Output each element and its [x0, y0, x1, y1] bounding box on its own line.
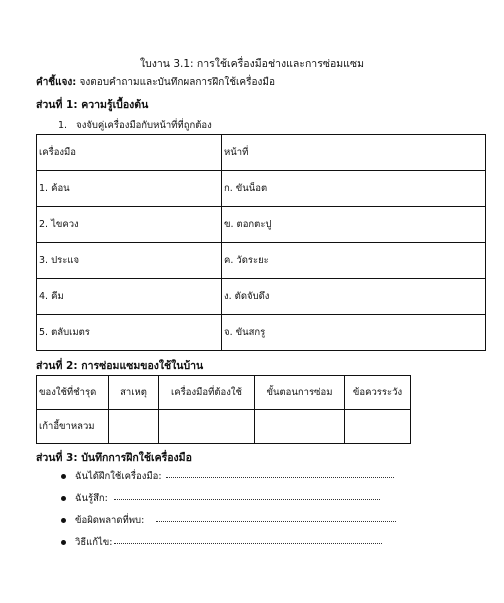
function-cell: ง. ตัดจับดึง [222, 279, 486, 315]
tool-cell: 1. ค้อน [37, 171, 222, 207]
function-cell: ค. วัดระยะ [222, 243, 486, 279]
list-item [0, 513, 504, 535]
header-tools-needed: เครื่องมือที่ต้องใช้ [159, 376, 255, 410]
cause-cell[interactable] [109, 410, 159, 444]
repair-steps-cell[interactable] [255, 410, 345, 444]
part3-heading: ส่วนที่ 3: บันทึกการฝึกใช้เครื่องมือ [36, 452, 192, 464]
table-row [37, 171, 486, 207]
list-item [0, 491, 504, 513]
prompt-label: ข้อผิดพลาดที่พบ: [75, 515, 145, 526]
prompt-label: วิธีแก้ไข: [75, 537, 113, 548]
table-row [37, 207, 486, 243]
prompt-label: ฉันได้ฝึกใช้เครื่องมือ: [75, 471, 162, 482]
function-cell: ข. ตอกตะปู [222, 207, 486, 243]
instruction [36, 75, 275, 90]
prompt-label: ฉันรู้สึก: [75, 493, 108, 504]
tool-cell: 4. คีม [37, 279, 222, 315]
header-precautions: ข้อควรระวัง [345, 376, 411, 410]
list-item [0, 535, 504, 557]
instruction-label: คำชี้แจง: [36, 77, 77, 88]
answer-line[interactable] [156, 521, 396, 522]
table-row [37, 315, 486, 351]
part1-heading: ส่วนที่ 1: ความรู้เบื้องต้น [36, 99, 149, 111]
answer-line[interactable] [166, 477, 394, 478]
repair-table [36, 375, 411, 444]
header-tool: เครื่องมือ [37, 135, 222, 171]
practice-log-list [0, 469, 504, 557]
bullet-icon [61, 496, 66, 501]
tool-cell: 5. ตลับเมตร [37, 315, 222, 351]
tool-cell: 2. ไขควง [37, 207, 222, 243]
table-header-row [37, 376, 411, 410]
header-repair-steps: ขั้นตอนการซ่อม [255, 376, 345, 410]
table-header-row [37, 135, 486, 171]
table-row [37, 279, 486, 315]
function-cell: ก. ขันน็อต [222, 171, 486, 207]
function-cell: จ. ขันสกรู [222, 315, 486, 351]
header-cause: สาเหตุ [109, 376, 159, 410]
bullet-icon [61, 540, 66, 545]
header-broken-item: ของใช้ที่ชำรุด [37, 376, 109, 410]
worksheet-title: ใบงาน 3.1: การใช้เครื่องมือช่างและการซ่อมแซม [139, 58, 365, 70]
list-item [0, 469, 504, 491]
answer-line[interactable] [114, 499, 380, 500]
bullet-icon [61, 518, 66, 523]
part1-question: 1. จงจับคู่เครื่องมือกับหน้าที่ที่ถูกต้อง [58, 120, 212, 131]
matching-table [36, 134, 486, 351]
bullet-icon [61, 474, 66, 479]
broken-item-cell: เก้าอี้ขาหลวม [37, 410, 109, 444]
header-function: หน้าที่ [222, 135, 486, 171]
table-row [37, 410, 411, 444]
answer-line[interactable] [114, 543, 382, 544]
part2-heading: ส่วนที่ 2: การซ่อมแซมของใช้ในบ้าน [36, 360, 204, 372]
instruction-text: จงตอบคำถามและบันทึกผลการฝึกใช้เครื่องมือ [76, 77, 275, 88]
precautions-cell[interactable] [345, 410, 411, 444]
tools-needed-cell[interactable] [159, 410, 255, 444]
table-row [37, 243, 486, 279]
tool-cell: 3. ประแจ [37, 243, 222, 279]
